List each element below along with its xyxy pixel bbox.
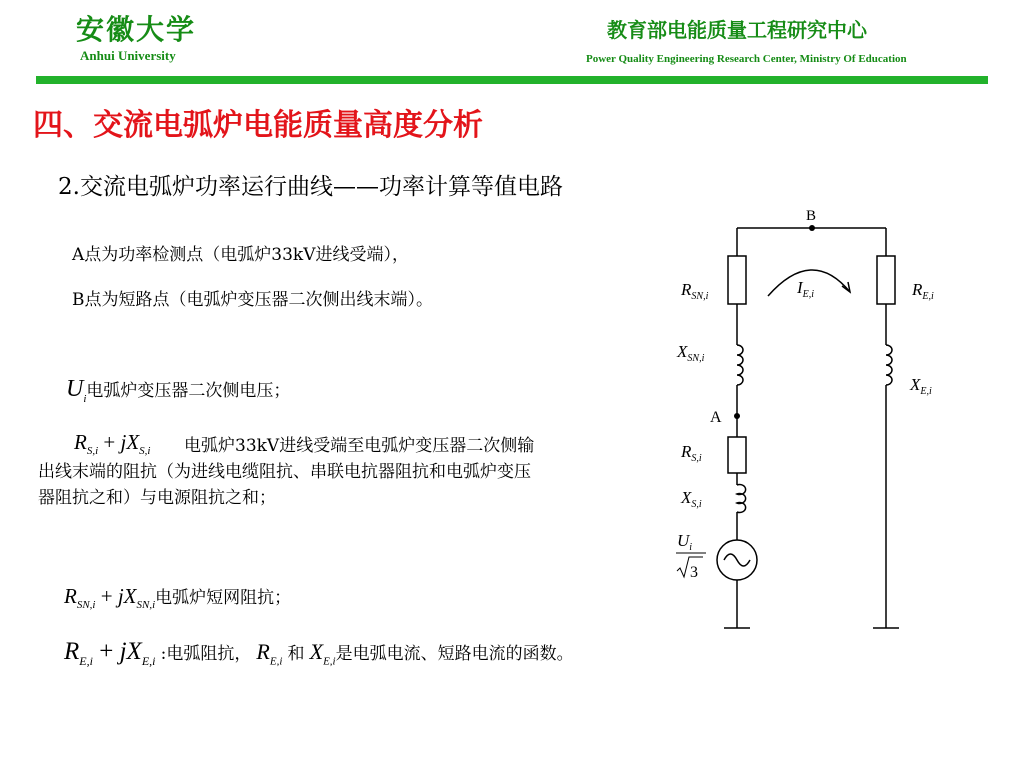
re-text-2: 和 [287,644,305,664]
research-center-en: Power Quality Engineering Research Center, Ministry Of Education [586,53,907,65]
section-title: 四、交流电弧炉电能质量高度分析 [33,108,483,143]
label-b: B [806,208,817,224]
re-symbol: $R_{E,i}$ [256,639,283,668]
resistor-re [877,256,895,304]
re-definition: $R_{E,i} + jX_{E,i}$ :电弧阻抗， $R_{E,i}$ 和 $X_{E,i}$是电弧电流、短路电流的函数。 [64,638,574,668]
label-re: $R_E,i$ [912,280,934,302]
re-text-3: 是电弧电流、短路电流的函数。 [335,644,574,664]
university-name-en: Anhui University [80,48,176,63]
node-a [734,413,740,419]
node-b [809,225,815,231]
sub-title: 2.交流电弧炉功率运行曲线——功率计算等值电路 [58,174,563,200]
rs-definition-text: 电弧炉33kV进线受端至电弧炉变压器二次侧输出线末端的阻抗（为进线电缆阻抗、串联电抗器阻抗和电弧炉变压器阻抗之和）与电源阻抗之和； [38,436,535,508]
note-point-b: B点为短路点（电弧炉变压器二次侧出线末端）。 [72,290,433,310]
rs-formula: $R_{S,i} + jX_{S,i}$ [74,430,151,458]
ui-text: 电弧炉变压器二次侧电压； [86,381,291,401]
re-text-1: 电弧阻抗， [166,644,252,664]
rsn-text: 电弧炉短网阻抗； [155,588,292,608]
inductor-xsn [737,345,743,385]
research-center-cn: 教育部电能质量工程研究中心 [607,18,867,42]
label-xsn: $X_{SN},i$ [677,342,705,364]
label-rsn: $R_{SN},i$ [681,280,709,302]
label-xe: $X_E,i$ [910,375,932,397]
label-rs: $R_S,i$ [681,442,702,464]
label-xs: $X_S,i$ [681,488,702,510]
label-a: A [710,409,722,426]
inductor-xs [737,485,746,513]
note-point-a: A点为功率检测点（电弧炉33kV进线受端）， [72,245,409,265]
xe-symbol: $X_{E,i}$ [309,639,336,668]
ui-symbol: $U_i$ [66,376,87,405]
university-name-cn: 安徽大学 [76,13,197,46]
label-sqrt3: 3 [690,564,698,581]
rsn-formula: $R_{SN,i} + jX_{SN,i}$ [64,584,156,612]
label-ie: $I_E,i$ [797,278,815,300]
resistor-rs [728,437,746,473]
label-ui: $U_i$ [677,531,693,553]
inductor-xe [886,345,892,385]
resistor-rsn [728,256,746,304]
sine-wave-icon [724,554,750,566]
re-formula: $R_{E,i} + jX_{E,i}$ [64,638,156,668]
